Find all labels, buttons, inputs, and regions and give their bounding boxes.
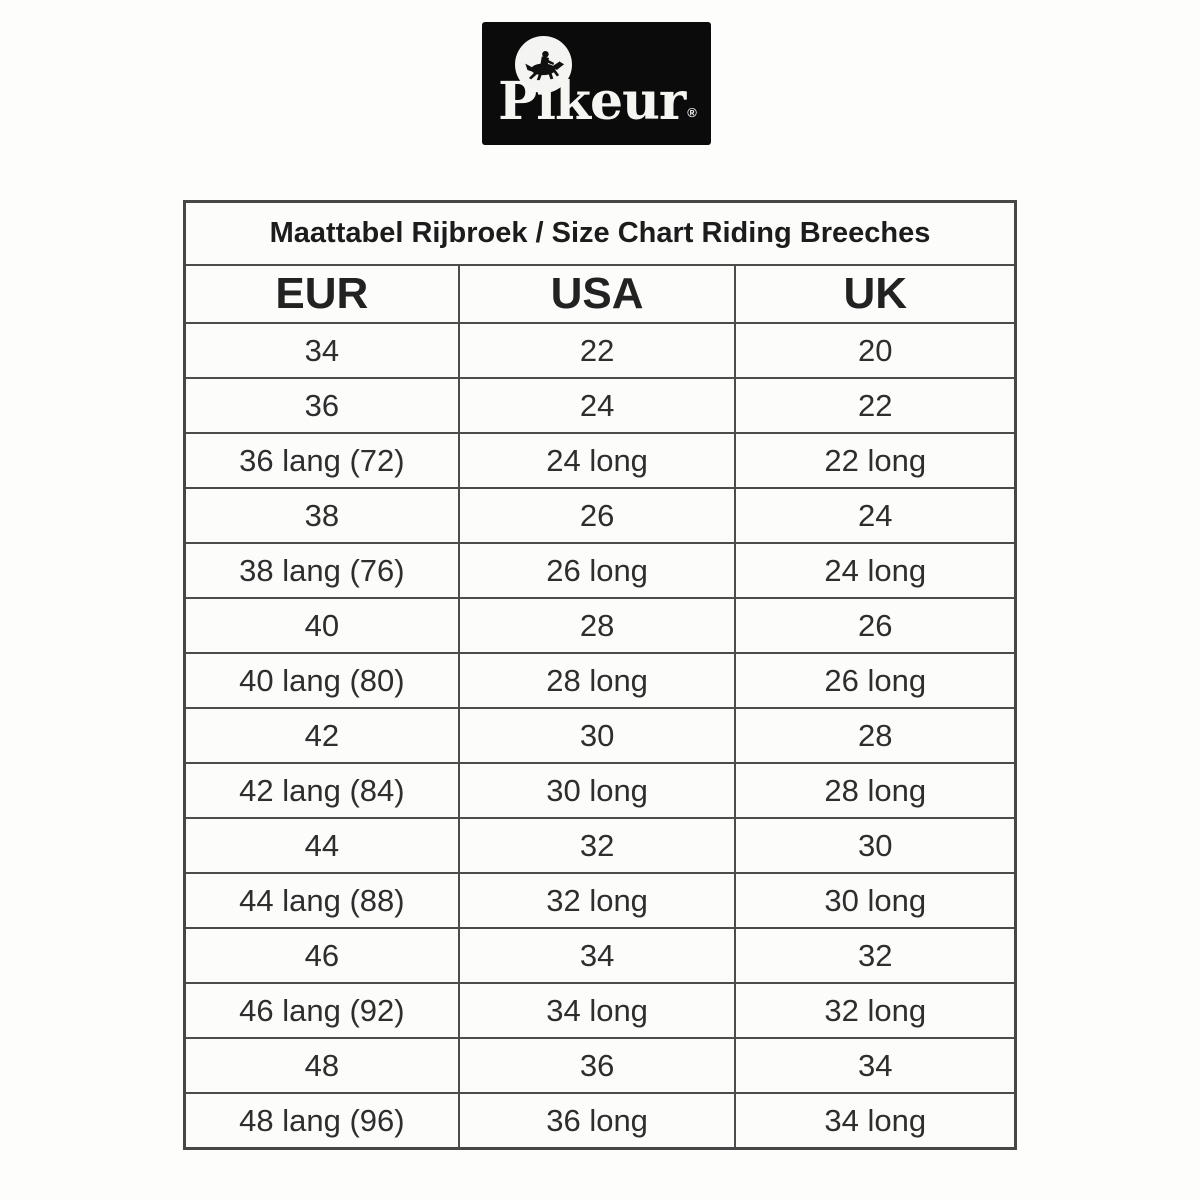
size-cell: 36 long — [459, 1093, 736, 1149]
brand-name — [482, 71, 711, 141]
size-cell: 24 long — [735, 543, 1015, 598]
size-cell: 22 — [459, 323, 736, 378]
size-cell: 24 — [735, 488, 1015, 543]
size-cell: 42 lang (84) — [185, 763, 459, 818]
size-cell: 40 — [185, 598, 459, 653]
size-cell: 30 long — [459, 763, 736, 818]
size-cell: 38 lang (76) — [185, 543, 459, 598]
table-row — [185, 763, 1016, 818]
table-row — [185, 323, 1016, 378]
table-row — [185, 543, 1016, 598]
size-cell: 36 lang (72) — [185, 433, 459, 488]
size-chart-table — [183, 200, 1017, 1150]
size-cell: 28 long — [735, 763, 1015, 818]
table-row — [185, 928, 1016, 983]
brand-name-text: Pikeur — [498, 71, 686, 132]
size-cell: 30 long — [735, 873, 1015, 928]
size-cell: 26 long — [459, 543, 736, 598]
table-head — [185, 202, 1016, 324]
size-cell: 34 — [735, 1038, 1015, 1093]
size-cell: 32 — [735, 928, 1015, 983]
size-cell: 34 long — [459, 983, 736, 1038]
table-row — [185, 983, 1016, 1038]
size-cell: 26 — [735, 598, 1015, 653]
size-cell: 28 — [459, 598, 736, 653]
pikeur-logo — [482, 22, 711, 145]
size-cell: 32 long — [735, 983, 1015, 1038]
table-body — [185, 323, 1016, 1149]
table-row — [185, 708, 1016, 763]
size-cell: 30 — [735, 818, 1015, 873]
title-row — [185, 202, 1016, 266]
size-cell: 48 lang (96) — [185, 1093, 459, 1149]
size-cell: 28 — [735, 708, 1015, 763]
column-header-uk: UK — [735, 265, 1015, 323]
size-cell: 34 — [459, 928, 736, 983]
size-cell: 34 — [185, 323, 459, 378]
size-cell: 30 — [459, 708, 736, 763]
table-row — [185, 1038, 1016, 1093]
size-cell: 42 — [185, 708, 459, 763]
size-cell: 46 — [185, 928, 459, 983]
column-header-eur: EUR — [185, 265, 459, 323]
size-cell: 26 — [459, 488, 736, 543]
size-cell: 28 long — [459, 653, 736, 708]
size-cell: 44 lang (88) — [185, 873, 459, 928]
size-cell: 36 — [459, 1038, 736, 1093]
size-cell: 22 long — [735, 433, 1015, 488]
size-cell: 24 long — [459, 433, 736, 488]
table-row — [185, 598, 1016, 653]
table-row — [185, 873, 1016, 928]
size-cell: 44 — [185, 818, 459, 873]
table-row — [185, 378, 1016, 433]
table-row — [185, 653, 1016, 708]
size-cell: 38 — [185, 488, 459, 543]
size-cell: 24 — [459, 378, 736, 433]
size-cell: 22 — [735, 378, 1015, 433]
size-cell: 32 — [459, 818, 736, 873]
size-cell: 26 long — [735, 653, 1015, 708]
table-row — [185, 1093, 1016, 1149]
table-row — [185, 818, 1016, 873]
column-header-usa: USA — [459, 265, 736, 323]
size-cell: 40 lang (80) — [185, 653, 459, 708]
size-cell: 46 lang (92) — [185, 983, 459, 1038]
registered-trademark: ® — [687, 105, 697, 120]
size-cell: 48 — [185, 1038, 459, 1093]
table-row — [185, 488, 1016, 543]
size-cell: 34 long — [735, 1093, 1015, 1149]
size-cell: 32 long — [459, 873, 736, 928]
size-cell: 36 — [185, 378, 459, 433]
table-title: Maattabel Rijbroek / Size Chart Riding Breeches — [185, 202, 1016, 266]
size-cell: 20 — [735, 323, 1015, 378]
header-row — [185, 265, 1016, 323]
table-row — [185, 433, 1016, 488]
